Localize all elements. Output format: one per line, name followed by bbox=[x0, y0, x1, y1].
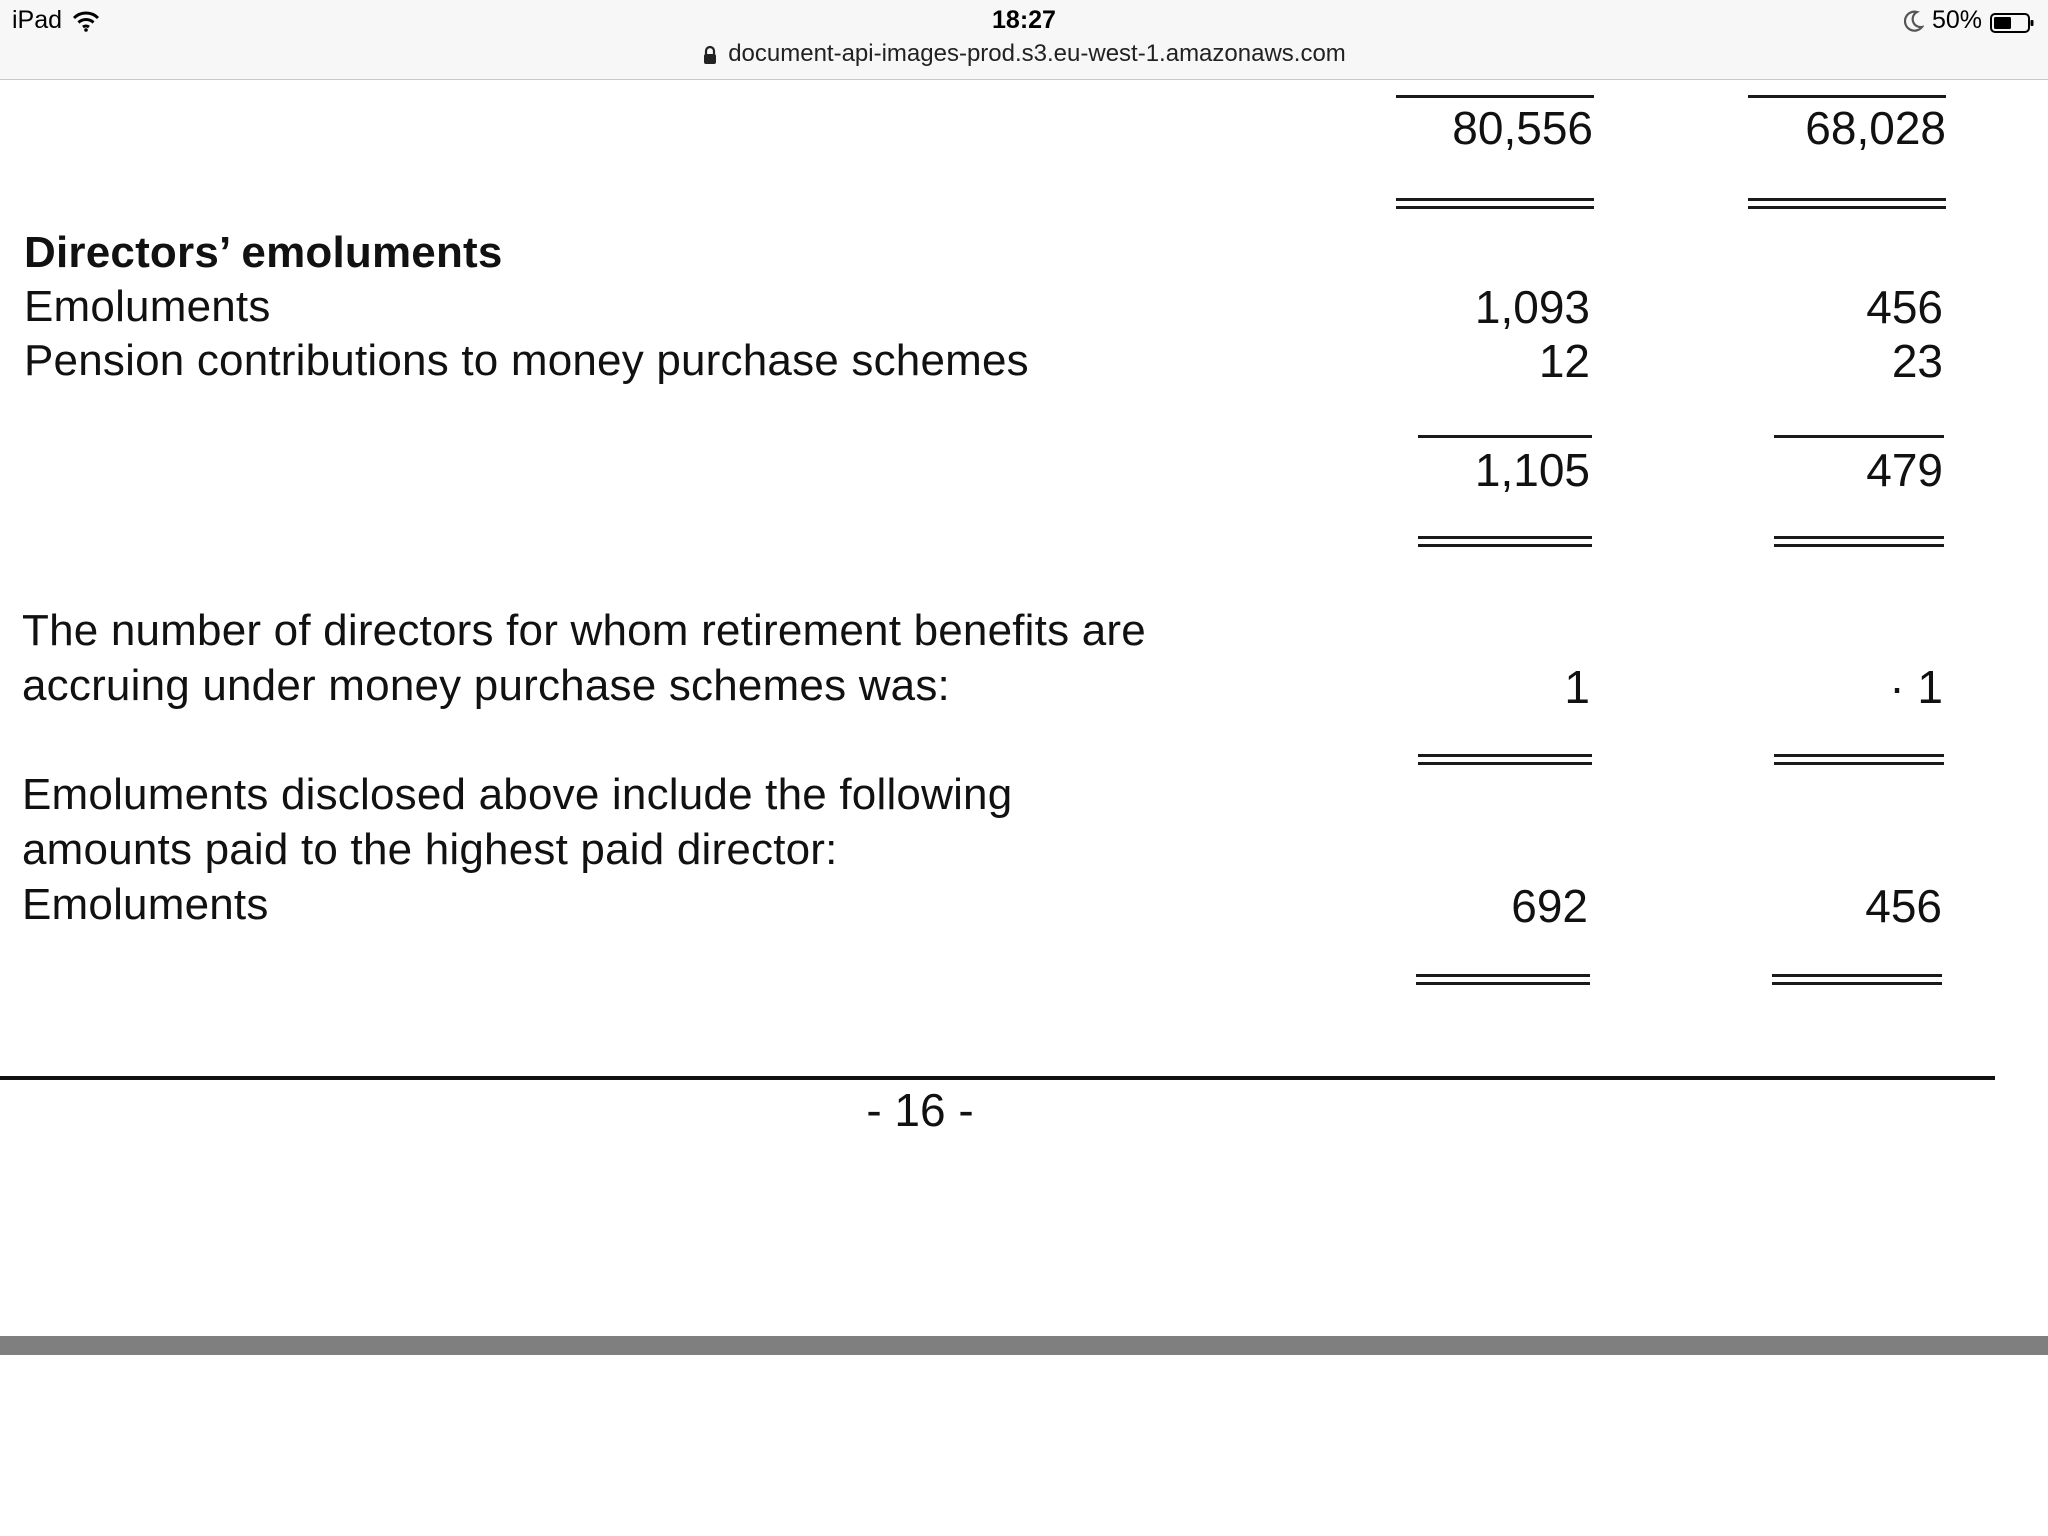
lock-icon bbox=[702, 44, 718, 64]
document-page bbox=[0, 80, 2048, 1336]
battery-icon bbox=[1990, 11, 2034, 31]
directors-count-col1: 1 bbox=[1564, 661, 1590, 713]
top-double-rule-col2 bbox=[1748, 198, 1946, 209]
subtotal-col1: 1,105 bbox=[1474, 444, 1590, 496]
directors-count-text-line1: The number of directors for whom retirement benefits are bbox=[22, 606, 1146, 655]
top-total-col2: 68,028 bbox=[1805, 102, 1946, 154]
row-emoluments-col1: 1,093 bbox=[1474, 281, 1590, 333]
footer-rule bbox=[0, 1076, 1995, 1080]
row-pension-col2: 23 bbox=[1891, 335, 1943, 387]
subtotal-double-rule-col2 bbox=[1774, 536, 1944, 547]
blank-area bbox=[0, 1355, 2048, 1536]
status-bar bbox=[0, 0, 2048, 80]
subtotal-col2: 479 bbox=[1866, 444, 1943, 496]
section-title: Directors’ emoluments bbox=[24, 228, 503, 277]
top-rule-col2 bbox=[1748, 95, 1946, 98]
highest-paid-text-line1: Emoluments disclosed above include the following bbox=[22, 770, 1013, 819]
subtotal-rule-col2 bbox=[1774, 435, 1944, 438]
highest-paid-text-line2: amounts paid to the highest paid director: bbox=[22, 825, 838, 874]
directors-count-col2: · 1 bbox=[1889, 661, 1943, 713]
moon-icon bbox=[1904, 10, 1924, 32]
highest-paid-col2: 456 bbox=[1865, 880, 1942, 932]
directors-count-double-rule-col2 bbox=[1774, 754, 1944, 765]
row-pension-col1: 12 bbox=[1538, 335, 1590, 387]
subtotal-rule-col1 bbox=[1418, 435, 1592, 438]
top-rule-col1 bbox=[1396, 95, 1594, 98]
clock: 18:27 bbox=[992, 6, 1056, 34]
page-number: - 16 - bbox=[866, 1084, 974, 1136]
highest-paid-double-rule-col2 bbox=[1772, 974, 1942, 985]
highest-paid-col1: 692 bbox=[1511, 880, 1588, 932]
highest-paid-double-rule-col1 bbox=[1416, 974, 1590, 985]
row-label-emoluments: Emoluments bbox=[24, 282, 271, 331]
highest-paid-emoluments-label: Emoluments bbox=[22, 880, 269, 929]
battery-percent: 50% bbox=[1931, 6, 1982, 34]
row-label-pension: Pension contributions to money purchase schemes bbox=[24, 336, 1029, 385]
row-emoluments-col2: 456 bbox=[1866, 281, 1943, 333]
page-separator bbox=[0, 1336, 2048, 1355]
address-bar[interactable] bbox=[0, 40, 2048, 68]
subtotal-double-rule-col1 bbox=[1418, 536, 1592, 547]
status-right bbox=[1904, 6, 2034, 35]
device-name: iPad bbox=[12, 6, 63, 34]
url-text: document-api-images-prod.s3.eu-west-1.amazonaws.com bbox=[728, 40, 1346, 67]
directors-count-text-line2: accruing under money purchase schemes was: bbox=[22, 661, 950, 710]
directors-count-double-rule-col1 bbox=[1418, 754, 1592, 765]
top-total-col1: 80,556 bbox=[1452, 102, 1593, 154]
top-double-rule-col1 bbox=[1396, 198, 1594, 209]
